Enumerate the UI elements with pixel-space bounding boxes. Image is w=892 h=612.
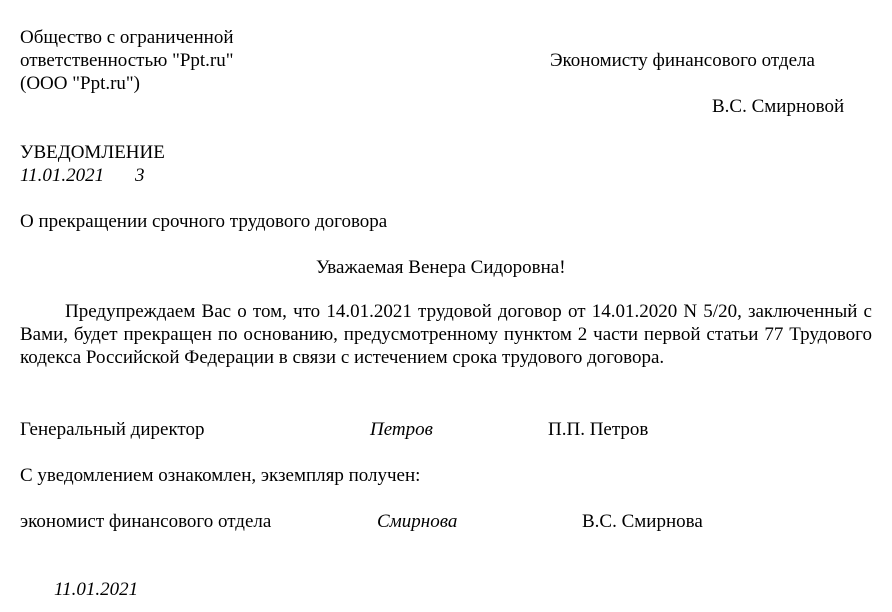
salutation: Уважаемая Венера Сидоровна! [316,257,566,278]
employee-name: В.С. Смирнова [582,511,703,532]
director-signature: Петров [370,419,433,440]
notice-body [20,300,872,369]
recipient-position: Экономисту финансового отдела [550,50,815,71]
notice-body-text: Предупреждаем Вас о том, что 14.01.2021 трудовой договор от 14.01.2020 N 5/20, заключенный с Вами, будет прекращен по основанию, предусмотренному пунктом 2 части первой статьи 77 Трудового кодекса Российской Федерации в связи с истечением срока трудового договора. [20,301,872,368]
sender-line-2: ответственностью "Ppt.ru" [20,50,234,71]
document-subject: О прекращении срочного трудового договора [20,211,388,232]
sender-organization [20,26,234,95]
sender-line-1: Общество с ограниченной [20,27,234,48]
document-date: 11.01.2021 [20,165,105,186]
recipient-name: В.С. Смирновой [712,96,845,117]
sender-line-3: (ООО "Ppt.ru") [20,73,141,94]
director-name: П.П. Петров [548,419,649,440]
director-position: Генеральный директор [20,419,205,440]
acknowledgement-text: С уведомлением ознакомлен, экземпляр получен: [20,465,421,486]
employee-signature: Смирнова [377,511,458,532]
document-number: 3 [135,165,145,186]
acknowledgement-date: 11.01.2021 [54,579,139,600]
employee-position: экономист финансового отдела [20,511,272,532]
document-type: УВЕДОМЛЕНИЕ [20,142,165,163]
